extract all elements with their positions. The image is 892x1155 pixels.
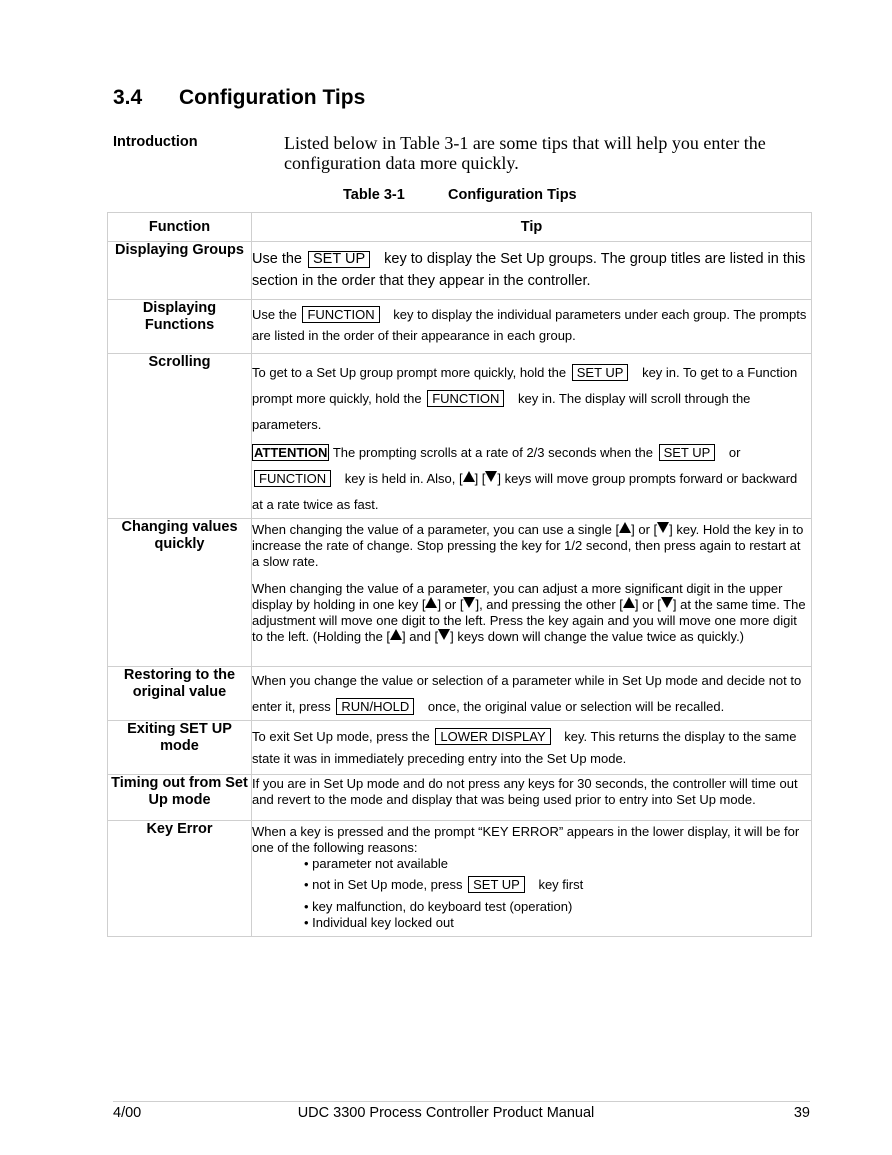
tip-cell [252,667,812,721]
function-cell: Scrolling [108,354,252,519]
set-up-key-label: SET UP [572,364,629,381]
intro-text: Listed below in Table 3-1 are some tips that will help you enter the configuration data more quickly. [284,133,766,173]
footer-divider [113,1101,810,1102]
tip-text: key in. The display will scroll through the parameters. [252,391,751,432]
up-arrow-icon [623,597,635,608]
table-row [108,721,812,775]
run-hold-key-label: RUN/HOLD [336,698,414,715]
column-header-function: Function [108,213,252,242]
tip-text: Use the [252,307,297,322]
tip-text: When changing the value of a parameter, you can use a single [ [252,522,620,537]
list-item [304,915,811,931]
table-row [108,242,812,300]
tip-text: ] keys down will change the value twice as quickly.) [450,629,745,644]
tip-text: ], and pressing the other [ [475,597,623,612]
table-row [108,667,812,721]
tip-cell [252,721,812,775]
tip-text: If you are in Set Up mode and do not press any keys for 30 seconds, the controller will time out and revert to the mode and display that was being used prior to entry into Set Up mode. [252,776,798,807]
down-arrow-icon [661,597,673,608]
function-cell: Restoring to the original value [108,667,252,721]
reason-text: key first [538,877,584,892]
tip-text: key to display the individual parameters under each group. The prompts are listed in the order of their appearance in each group. [252,307,807,343]
section-number: 3.4 [113,86,143,109]
tip-cell [252,300,812,354]
footer-manual-title: UDC 3300 Process Controller Product Manual [297,1105,595,1121]
reasons-list [252,856,811,931]
table-header-row [108,213,812,242]
function-key-label: FUNCTION [254,470,331,487]
footer-page-number: 39 [793,1105,810,1121]
function-cell: Timing out from Set Up mode [108,775,252,821]
up-arrow-icon [463,471,475,482]
section-title: Configuration Tips [179,86,366,109]
tip-text: When you change the value or selection of a parameter while in Set Up mode and decide not to enter it, press [252,673,802,714]
tip-text: ] keys will move group prompts forward or backward at a rate twice as fast. [252,471,798,512]
tip-text: To exit Set Up mode, press the [252,729,430,744]
up-arrow-icon [619,522,631,533]
function-cell: Displaying Functions [108,300,252,354]
up-arrow-icon [390,629,402,640]
function-key-label: FUNCTION [427,390,504,407]
configuration-tips-table [107,212,812,937]
footer-date: 4/00 [113,1105,142,1121]
tip-text: or [728,445,741,460]
tip-text: ] or [ [631,522,658,537]
tip-cell [252,242,812,300]
tip-text: ] key. Hold the key in to increase the rate of change. Stop pressing the key for 1/2 second, then press again to restart at a slow rate. [252,522,804,569]
list-item [304,898,811,915]
tip-text: key is held in. Also, [ [344,471,463,486]
reason-text: key malfunction, do keyboard test (operation) [312,899,573,914]
tip-cell [252,775,812,821]
set-up-key-label: SET UP [468,876,525,893]
tip-text: key in. To get to a [642,365,744,380]
list-item [304,872,811,898]
reason-text: Individual key locked out [312,915,454,930]
reason-text: not in Set Up mode, press [312,877,463,892]
table-row [108,354,812,519]
tip-text: The prompting scrolls at a rate of 2/3 seconds when the [332,445,653,460]
tip-cell [252,354,812,519]
table-row [108,821,812,937]
table-row [108,775,812,821]
intro-label: Introduction [113,134,198,150]
section-heading [113,86,365,110]
tip-text: ] at the same time. The adjustment will move one digit to the left. Press the key again and you will move one more digit to the left. (Holding the [ [252,597,806,644]
tip-text: Use the [252,251,302,267]
table-caption-number: Table 3-1 [343,187,405,203]
function-cell: Key Error [108,821,252,937]
function-cell: Changing values quickly [108,519,252,667]
list-item [304,856,811,872]
table-row [108,519,812,667]
tip-text: key to display the Set Up groups. The group titles are listed in this section in the order that they appear in the controller. [252,251,806,289]
function-cell: Exiting SET UP mode [108,721,252,775]
tip-text: Function prompt more quickly, hold the [252,365,798,406]
tip-text: When a key is pressed and the prompt “KEY ERROR” appears in the lower display, it will be for one of the following reasons: [252,824,800,855]
tip-cell [252,821,812,937]
tip-text: key. This returns the display to the same state it was in immediately preceding entry into the Set Up mode. [252,729,797,766]
tip-text: once, the original value or selection will be recalled. [427,699,725,714]
reason-text: parameter not available [312,856,449,871]
column-header-tip: Tip [252,213,812,242]
table-row [108,300,812,354]
function-key-label: FUNCTION [302,306,379,323]
function-cell: Displaying Groups [108,242,252,300]
set-up-key-label: SET UP [308,251,370,268]
down-arrow-icon [657,522,669,533]
down-arrow-icon [485,471,497,482]
tip-text: When changing the value of a parameter, you can adjust a more significant digit in the upper display by holding in one key [ [252,581,783,612]
tip-cell [252,519,812,667]
up-arrow-icon [425,597,437,608]
tip-text: ] [ [474,471,486,486]
down-arrow-icon [438,629,450,640]
down-arrow-icon [463,597,475,608]
table-caption-title: Configuration Tips [448,187,577,203]
tip-text: ] and [ [402,629,439,644]
tip-text: To get to a Set Up group prompt more quickly, hold the [252,365,567,380]
table-caption [343,187,577,203]
tip-text: ] or [ [634,597,661,612]
tip-text: ] or [ [437,597,464,612]
set-up-key-label: SET UP [659,444,716,461]
attention-label: ATTENTION [254,445,328,460]
lower-display-key-label: LOWER DISPLAY [435,728,550,745]
